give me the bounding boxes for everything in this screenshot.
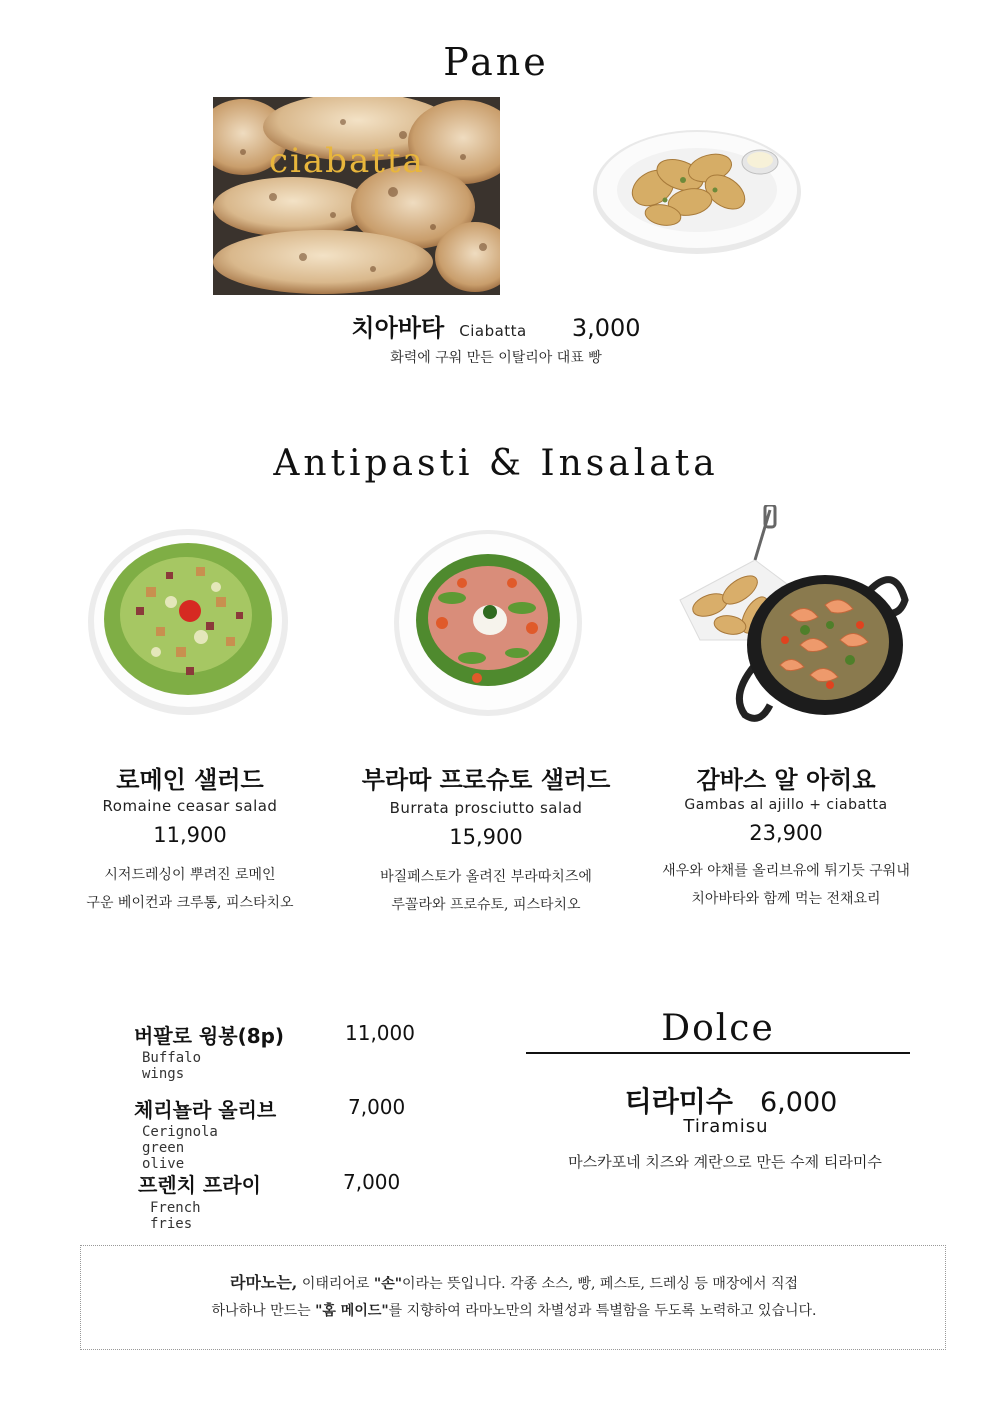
side-name-ko: 프렌치 프라이 (138, 1173, 261, 1197)
ciabatta-price: 3,000 (571, 314, 641, 342)
tiramisu-name-ko: 티라미수 (624, 1085, 733, 1118)
footer-hand: "손" (373, 1276, 403, 1292)
side-name-ko: 체리뇰라 올리브 (134, 1098, 277, 1122)
dolce-section-title: Dolce (661, 1008, 775, 1049)
footer-line-1 (81, 1270, 947, 1293)
tiramisu-name-en: Tiramisu (683, 1116, 769, 1137)
tiramisu-desc: 마스카포네 치즈와 계란으로 만든 수제 티라미수 (568, 1153, 882, 1171)
burrata-salad-desc-1: 바질페스토가 올려진 부라따치즈에 (380, 869, 592, 885)
caesar-salad-item (40, 760, 340, 917)
footer-line-2 (81, 1300, 947, 1320)
footer-text: 하나하나 만드는 (211, 1303, 316, 1319)
caesar-salad-desc-2: 구운 베이컨과 크루통, 피스타치오 (86, 895, 294, 911)
ciabatta-name-en: Ciabatta (459, 322, 527, 340)
ciabatta-name-ko: 치아바타 (351, 314, 445, 342)
side-price: 7,000 (343, 1170, 401, 1194)
gambas-name-en: Gambas al ajillo + ciabatta (684, 797, 888, 813)
side-name-en: Buffalo wings (142, 1050, 202, 1082)
caesar-salad-name-ko: 로메인 샐러드 (116, 766, 264, 794)
gambas-name-ko: 감바스 알 아히요 (696, 766, 876, 794)
gambas-price: 23,900 (749, 821, 823, 845)
gambas-item (636, 760, 936, 913)
side-name-en: Cerignola green olive (142, 1124, 218, 1172)
gambas-desc-2: 치아바타와 함께 먹는 전채요리 (691, 891, 881, 907)
antipasti-section-title: Antipasti & Insalata (273, 443, 719, 484)
burrata-salad-price: 15,900 (449, 825, 523, 849)
footer-box (80, 1245, 946, 1350)
ciabatta-photo (213, 97, 500, 295)
ciabatta-desc: 화력에 구워 만든 이탈리아 대표 빵 (390, 350, 602, 366)
footer-text: 이라는 뜻입니다. 각종 소스, 빵, 페스토, 드레싱 등 매장에서 직접 (402, 1276, 798, 1292)
footer-text: 를 지향하여 라마노만의 차별성과 특별함을 두도록 노력하고 있습니다. (388, 1303, 817, 1319)
tiramisu-price: 6,000 (760, 1087, 838, 1118)
burrata-salad-item (336, 760, 636, 919)
gambas-photo (660, 505, 910, 730)
pane-section-title: Pane (443, 40, 549, 84)
footer-text: 이태리어로 (297, 1276, 374, 1292)
caesar-salad-desc-1: 시저드레싱이 뿌려진 로메인 (104, 867, 276, 883)
side-name-en: French fries (150, 1200, 201, 1232)
footer-brand: 라마노는, (229, 1273, 298, 1292)
dolce-title-underline (526, 1052, 910, 1054)
side-price: 11,000 (345, 1021, 415, 1045)
footer-homemade: "홈 메이드" (315, 1303, 389, 1319)
ciabatta-photo-label: ciabatta (269, 141, 425, 181)
caesar-salad-name-en: Romaine ceasar salad (102, 797, 278, 815)
ciabatta-plate-photo (585, 120, 805, 260)
caesar-salad-photo (86, 527, 290, 717)
side-name-ko: 버팔로 윙봉(8p) (134, 1024, 285, 1048)
burrata-salad-desc-2: 루꼴라와 프로슈토, 피스타치오 (391, 897, 581, 913)
caesar-salad-price: 11,900 (153, 823, 227, 847)
burrata-salad-name-en: Burrata prosciutto salad (389, 799, 583, 817)
burrata-salad-photo (392, 528, 584, 718)
side-price: 7,000 (348, 1095, 406, 1119)
gambas-desc-1: 새우와 야채를 올리브유에 튀기듯 구워내 (662, 863, 910, 879)
burrata-salad-name-ko: 부라따 프로슈토 샐러드 (361, 766, 611, 794)
